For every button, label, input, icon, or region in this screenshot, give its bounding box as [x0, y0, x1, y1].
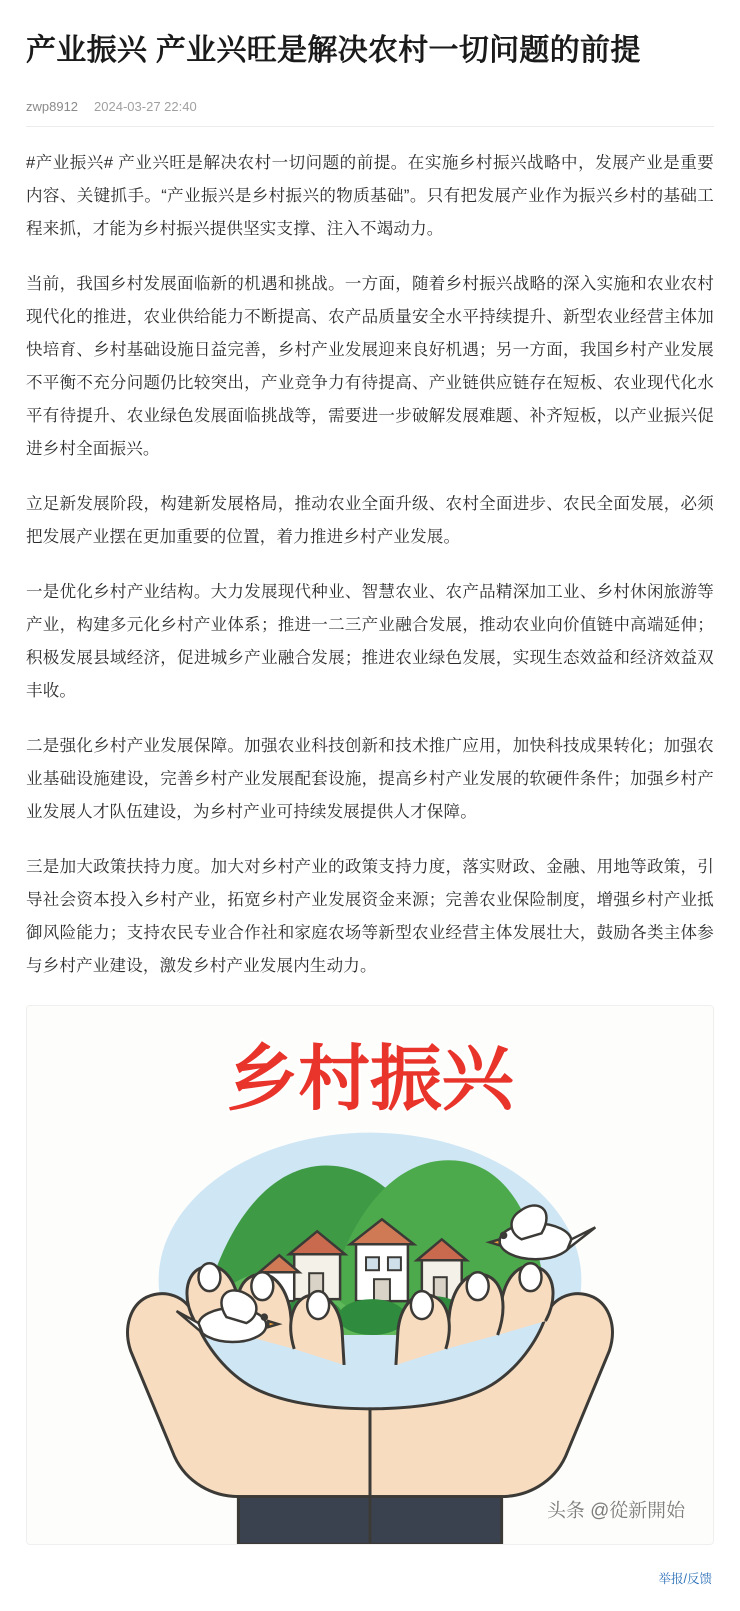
paragraph: 立足新发展阶段，构建新发展格局，推动农业全面升级、农村全面进步、农民全面发展，必须把发展产业摆在更加重要的位置，着力推进乡村产业发展。 [26, 494, 714, 546]
paragraph: 当前，我国乡村发展面临新的机遇和挑战。一方面，随着乡村振兴战略的深入实施和农业农村现代化的推进，农业供给能力不断提高、农产品质量安全水平持续提升、新型农业经营主体加快培育、乡村基础设施日益完善，乡村产业发展迎来良好机遇；另一方面，我国乡村产业发展不平衡不充分问题仍比较突出，产业竞争力有待提高、产业链供应链存在短板、农业现代化水平有待提升、农业绿色发展面临挑战等，需要进一步破解发展难题、补齐短板，以产业振兴促进乡村全面振兴。 [26, 274, 714, 458]
illustration-headline-text: 乡村振兴 [226, 1039, 514, 1120]
paragraph: 二是强化乡村产业发展保障。加强农业科技创新和技术推广应用，加快科技成果转化；加强农业基础设施建设，完善乡村产业发展配套设施，提高乡村产业发展的软硬件条件；加强乡村产业发展人才队伍建设，为乡村产业可持续发展提供人才保障。 [26, 736, 714, 821]
report-feedback-link[interactable]: 举报/反馈 [658, 1572, 712, 1587]
header-divider [26, 126, 714, 127]
paragraph: 三是加大政策扶持力度。加大对乡村产业的政策支持力度，落实财政、金融、用地等政策，引导社会资本投入乡村产业，拓宽乡村产业发展资金来源；完善农业保险制度，增强乡村产业抵御风险能力；支持农民专业合作社和家庭农场等新型农业经营主体发展壮大，鼓励各类主体参与乡村产业建设，激发乡村产业发展内生动力。 [26, 857, 714, 975]
illustration-watermark: 头条 @從新開始 [546, 1500, 686, 1522]
footer-actions [26, 1563, 714, 1601]
paragraph: #产业振兴# 产业兴旺是解决农村一切问题的前提。在实施乡村振兴战略中，发展产业是重要内容、关键抓手。“产业振兴是乡村振兴的物质基础”。只有把发展产业作为振兴乡村的基础工程来抓，才能为乡村振兴提供坚实支撑、注入不竭动力。 [26, 153, 714, 238]
sleeves [238, 1496, 501, 1544]
article-illustration [26, 1005, 714, 1545]
author-name: zwp8912 [26, 98, 79, 114]
illustration-headline [226, 1039, 514, 1119]
publish-timestamp: 2024-03-27 22:40 [94, 98, 197, 114]
page-title: 产业振兴 产业兴旺是解决农村一切问题的前提 [26, 34, 641, 67]
paragraph: 一是优化乡村产业结构。大力发展现代种业、智慧农业、农产品精深加工业、乡村休闲旅游等产业，构建多元化乡村产业体系；推进一二三产业融合发展，推动农业向价值链中高端延伸；积极发展县域经济，促进城乡产业融合发展；推进农业绿色发展，实现生态效益和经济效益双丰收。 [26, 582, 714, 700]
article-meta [26, 99, 714, 114]
article-body [26, 147, 714, 983]
